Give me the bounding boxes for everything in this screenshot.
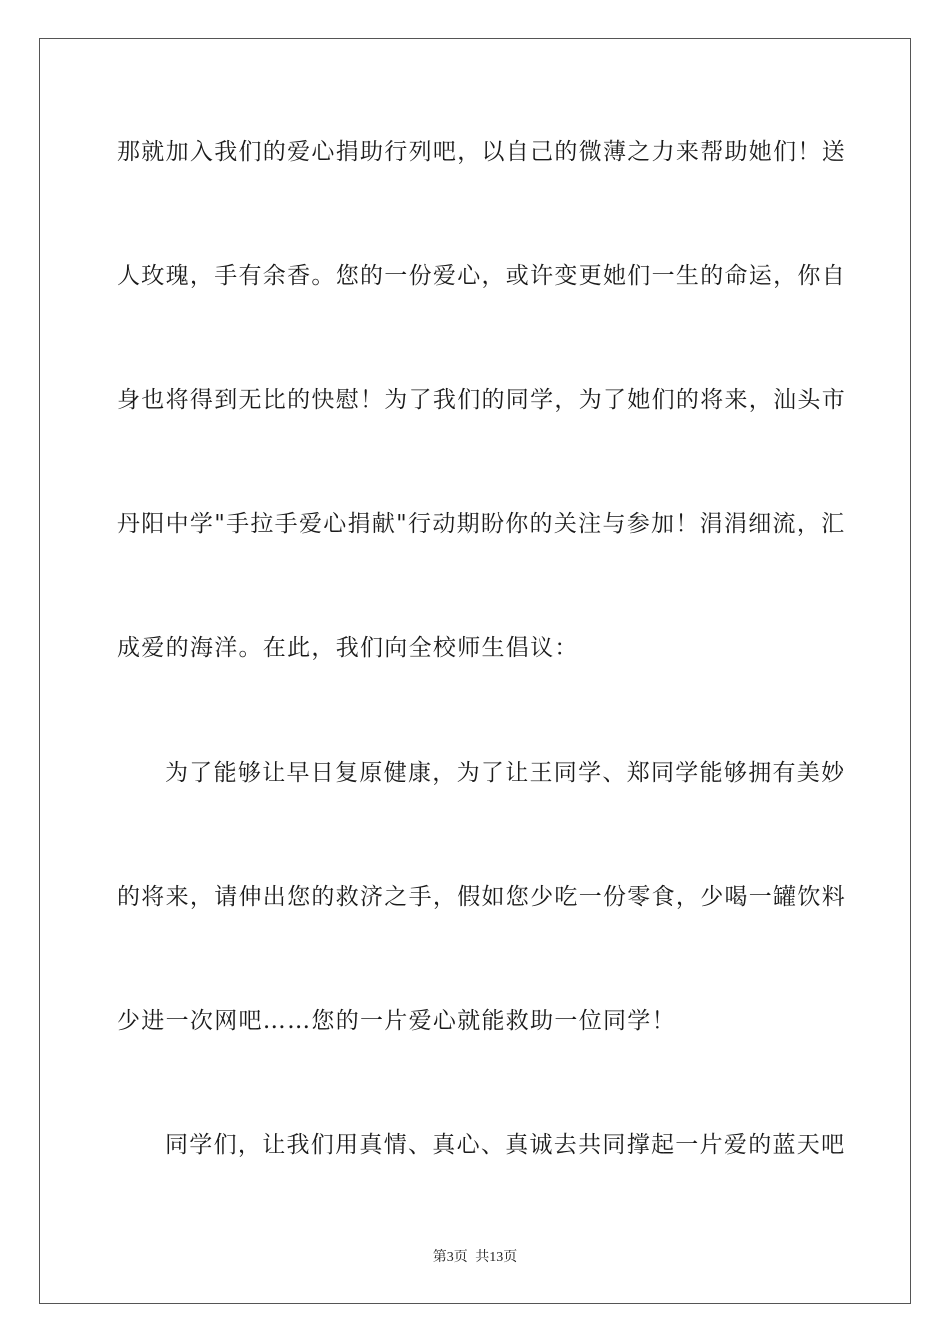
page-footer xyxy=(0,1248,950,1268)
text-line-8: 少进一次网吧……您的一片爱心就能救助一位同学！ xyxy=(117,1008,676,1034)
text-line-7: 的将来，请伸出您的救济之手，假如您少吃一份零食，少喝一罐饮料 xyxy=(117,884,846,910)
text-line-6: 为了能够让早日复原健康，为了让王同学、郑同学能够拥有美妙 xyxy=(165,760,846,786)
text-line-3: 身也将得到无比的快慰！为了我们的同学，为了她们的将来，汕头市 xyxy=(117,387,846,413)
page-border xyxy=(39,38,911,1304)
text-line-4: 丹阳中学"手拉手爱心捐献"行动期盼你的关注与参加！涓涓细流，汇 xyxy=(117,511,846,537)
text-line-1: 那就加入我们的爱心捐助行列吧，以自己的微薄之力来帮助她们！送 xyxy=(117,139,846,165)
total-pages: 共13页 xyxy=(475,1250,518,1265)
text-line-2: 人玫瑰，手有余香。您的一份爱心，或许变更她们一生的命运，你自 xyxy=(117,263,846,289)
text-line-5: 成爱的海洋。在此，我们向全校师生倡议： xyxy=(117,635,579,661)
page-number: 第3页 xyxy=(432,1250,468,1265)
text-line-9: 同学们，让我们用真情、真心、真诚去共同撑起一片爱的蓝天吧 xyxy=(165,1132,846,1158)
